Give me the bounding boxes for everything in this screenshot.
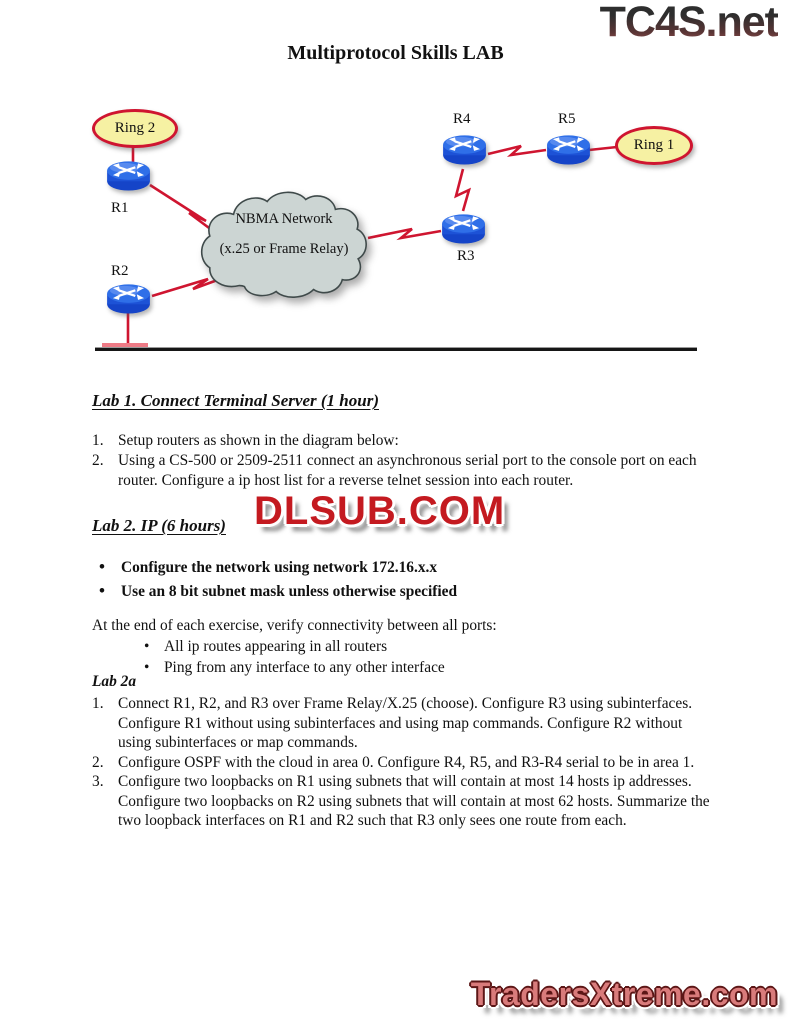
verify-list — [92, 637, 702, 678]
router-icon-r5 — [546, 131, 591, 166]
tc4s-watermark: TC4S.net — [599, 0, 778, 46]
link-r4-r5 — [488, 146, 546, 155]
page-title: Multiprotocol Skills LAB — [287, 42, 504, 64]
lab2a-item-3 — [92, 772, 716, 831]
router-icon-r3 — [441, 210, 486, 245]
item-number: 1. — [92, 432, 104, 449]
lab2-heading: Lab 2. IP (6 hours) — [92, 516, 226, 535]
item-number: 3. — [92, 773, 104, 790]
lab2-bullet-1: • Configure the network using network 172.16.x.x — [97, 558, 697, 577]
link-r3-r4 — [456, 169, 469, 211]
item-text: Connect R1, R2, and R3 over Frame Relay/X.25 (choose). Configure R3 using subinterfaces. Configure R1 without using subinterfaces and using map commands. Configure R2 without using subinterfaces or map commands. — [118, 695, 693, 751]
router-label-r4: R4 — [453, 111, 471, 127]
lab1-list — [92, 431, 708, 491]
link-r5-ring1 — [589, 147, 617, 150]
router-icon-r4 — [442, 131, 487, 166]
item-text: Setup routers as shown in the diagram below: — [118, 432, 399, 449]
router-label-r3: R3 — [457, 248, 475, 264]
dlsub-watermark: DLSUB.COM — [254, 489, 506, 533]
ring2-node — [92, 109, 178, 148]
lab1-heading: Lab 1. Connect Terminal Server (1 hour) — [92, 391, 379, 410]
ring2-label: Ring 2 — [114, 120, 156, 136]
router-icon-r1 — [106, 157, 151, 192]
item-number: 2. — [92, 753, 104, 771]
lab2a-list — [92, 694, 716, 831]
item-number: 2. — [92, 452, 104, 469]
item-text: Using a CS-500 or 2509-2511 connect an asynchronous serial port to the console port on each router. Configure a ip host list for a reverse telnet session into each router. — [118, 452, 697, 489]
verify-intro: At the end of each exercise, verify connectivity between all ports: — [92, 617, 497, 634]
ring1-node — [615, 126, 693, 165]
item-text: Configure OSPF with the cloud in area 0. Configure R4, R5, and R3-R4 serial to be in area 1. — [118, 753, 695, 771]
item-number: 1. — [92, 695, 104, 712]
ring1-label: Ring 1 — [633, 137, 675, 153]
lab1-item-2 — [92, 451, 708, 491]
lab2-requirements-list — [97, 558, 697, 606]
tradersxtreme-watermark: TradersXtreme.com — [470, 976, 778, 1012]
router-label-r1: R1 — [111, 200, 129, 216]
lab2a-item-2 — [92, 753, 716, 773]
lab2a-heading: Lab 2a — [92, 673, 137, 690]
lab1-item-1 — [92, 431, 708, 451]
verify-item-1: • All ip routes appearing in all routers — [92, 637, 702, 657]
lab2a-item-1 — [92, 694, 716, 753]
network-diagram — [0, 0, 791, 380]
cloud-label-line1: NBMA Network — [235, 211, 333, 227]
verify-item-2: • Ping from any interface to any other interface — [92, 658, 702, 678]
cloud-label-line2: (x.25 or Frame Relay) — [219, 241, 349, 257]
lab2-bullet-2: • Use an 8 bit subnet mask unless otherwise specified — [97, 582, 697, 601]
router-icon-r2 — [106, 280, 151, 315]
verify-section — [92, 616, 702, 678]
router-label-r5: R5 — [558, 111, 576, 127]
link-cloud-r3 — [368, 229, 441, 238]
item-text: Configure two loopbacks on R1 using subnets that will contain at most 14 hosts ip addresses. Configure two loopbacks on R2 using subnets that will contain at most 62 hosts. Summarize the two loopback interfaces on R1 and R2 such that R3 only sees one route from each. — [118, 773, 710, 829]
router-label-r2: R2 — [111, 263, 129, 279]
divider-rule — [95, 347, 697, 351]
